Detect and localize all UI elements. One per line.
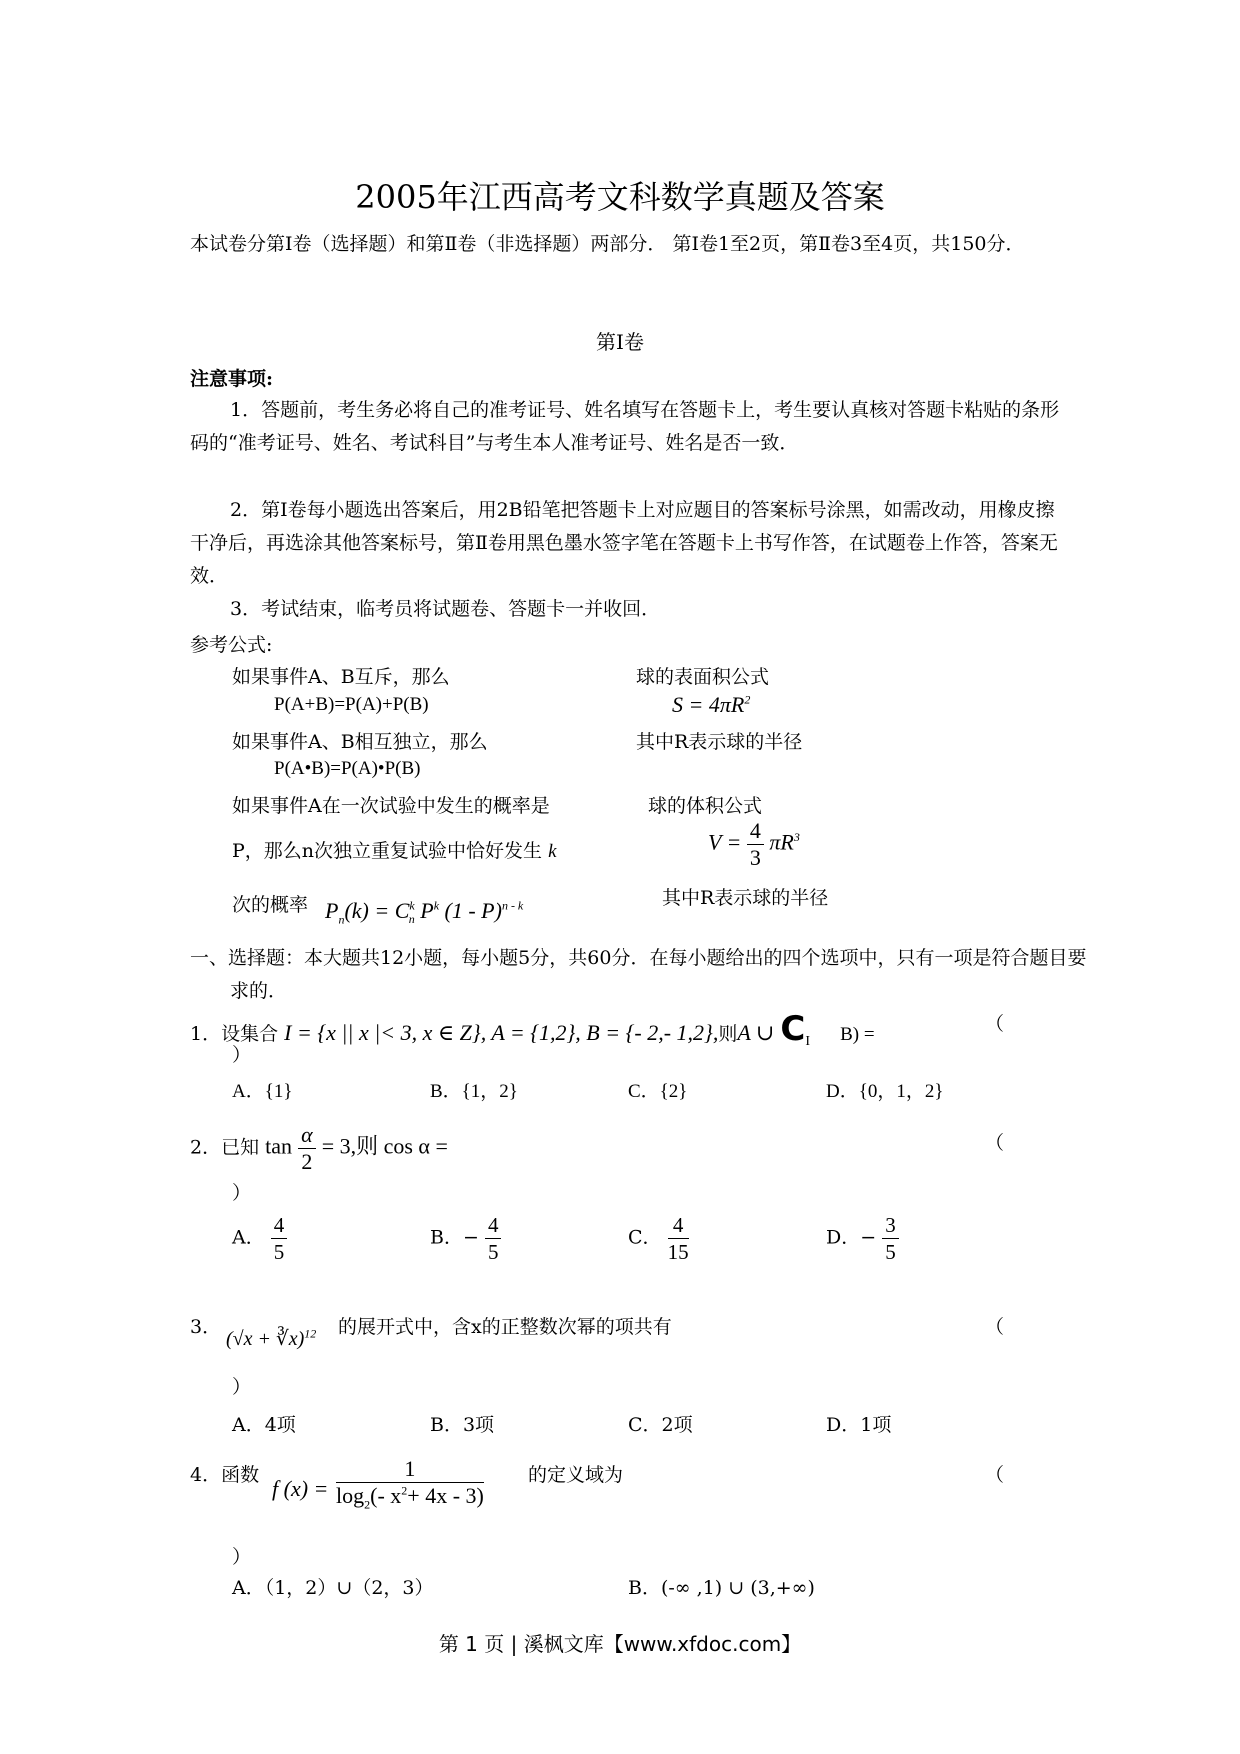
page-title: 2005年江西高考文科数学真题及答案	[355, 178, 885, 216]
formula-left-5: 如果事件A在一次试验中发生的概率是	[232, 795, 550, 817]
question-3-expr: (√x + ∛x)$^{12}$	[226, 1326, 317, 1350]
question-4-text: 的定义域为	[528, 1464, 624, 1486]
formula-right-4: 球的体积公式	[648, 795, 763, 817]
formula-left-2: P(A+B)=P(A)+P(B)	[274, 694, 429, 715]
question-4-fraction: $\frac{1}{\log_2(- x^2+ 4x - 3)}$	[336, 1456, 484, 1512]
question-2: 2．已知 tan $\frac{\alpha}{2}$ = 3,则 cos α =	[190, 1122, 448, 1174]
q1-option-b[interactable]: B．{1，2}	[430, 1081, 518, 1102]
formula-left-7-text: 次的概率	[232, 894, 309, 916]
notice-item-2: 2．第Ⅰ卷每小题选出答案后，用2B铅笔把答题卡上对应题目的答案标号涂黑，如需改动，用橡皮擦干净后，再选涂其他答案标号，第Ⅱ卷用黑色墨水签字笔在答题卡上书写作答，在试题卷上作答，答案无效．	[190, 499, 1058, 587]
complement-symbol: C	[780, 1009, 806, 1049]
formula-left-6	[232, 836, 557, 863]
notice-heading: 注意事项:	[190, 368, 274, 390]
formula-k: k	[548, 841, 557, 862]
q1-paren-close: ）	[232, 1044, 252, 1066]
binomial-formula: $P_n(k) = C^k_n$ $P^k$ (1 - P)$^{n - k}$	[325, 898, 524, 927]
question-3-text: 的展开式中，含x的正整数次幂的项共有	[338, 1316, 672, 1338]
q1-option-c[interactable]: C．{2}	[628, 1081, 688, 1102]
formula-left-7	[232, 890, 308, 917]
section-heading: 一、选择题：本大题共12小题，每小题5分，共60分．在每小题给出的四个选项中，只有一项是符合题目要求的．	[190, 947, 1087, 1002]
formula-right-5: 其中R表示球的半径	[662, 887, 829, 909]
formula-left-1: 如果事件A、B互斥，那么	[232, 666, 450, 688]
notice-item-1: 1．答题前，考生务必将自己的准考证号、姓名填写在答题卡上，考生要认真核对答题卡粘贴的条形码的“准考证号、姓名、考试科目”与考生本人准考证号、姓名是否一致．	[190, 399, 1060, 454]
q2-option-d[interactable]: D．− $\frac{3}{5}$	[826, 1212, 899, 1265]
q3-option-d[interactable]: D．1项	[826, 1414, 892, 1436]
q3-option-c[interactable]: C．2项	[628, 1414, 693, 1436]
formula-left-6-text: P，那么n次独立重复试验中恰好发生	[232, 840, 543, 862]
volume-label: 第Ⅰ卷	[596, 330, 644, 354]
formula-right-2: $S = 4\pi R^2$	[672, 692, 751, 717]
question-4-lhs: f (x) =	[272, 1476, 329, 1501]
q4-paren-open: （	[985, 1464, 1005, 1486]
q2-option-a[interactable]: A． $\frac{4}{5}$	[232, 1212, 287, 1265]
q3-option-b[interactable]: B．3项	[430, 1414, 495, 1436]
page-footer: 第 1 页 | 溪枫文库【www.xfdoc.com】	[438, 1632, 802, 1656]
q4-option-a[interactable]: A．（1，2）∪（2，3）	[232, 1577, 434, 1599]
q2-option-c[interactable]: C． $\frac{4}{15}$	[628, 1213, 689, 1264]
q2-paren-open: （	[985, 1132, 1005, 1154]
q4-option-b: B．(-∞ ,1) ∪ (3,+∞)	[628, 1577, 815, 1599]
volume-formula: V = $\frac{4}{3}$ $\pi R^3$	[708, 818, 800, 870]
q2-option-b[interactable]: B．− $\frac{4}{5}$	[430, 1212, 501, 1265]
q2-paren-close: ）	[232, 1182, 252, 1204]
q4-paren-close: ）	[232, 1546, 252, 1568]
notice-item-3: 3．考试结束，临考员将试题卷、答题卡一并收回．	[230, 598, 661, 620]
formula-left-4: P(A•B)=P(A)•P(B)	[274, 758, 421, 779]
question-3-num: 3．	[190, 1316, 222, 1338]
formula-left-3: 如果事件A、B相互独立，那么	[232, 731, 488, 753]
intro-paragraph: 本试卷分第Ⅰ卷（选择题）和第Ⅱ卷（非选择题）两部分． 第Ⅰ卷1至2页，第Ⅱ卷3至4页，共150分．	[190, 233, 1025, 255]
q3-paren-close: ）	[232, 1376, 252, 1398]
q1-option-d[interactable]: D．{0，1，2}	[826, 1081, 944, 1102]
q3-option-a[interactable]: A．4项	[232, 1414, 296, 1436]
formulas-heading: 参考公式:	[190, 634, 273, 656]
q3-paren-open: （	[985, 1316, 1005, 1338]
formula-right-3: 其中R表示球的半径	[636, 731, 803, 753]
q1-option-a[interactable]: A．{1}	[232, 1081, 293, 1102]
q1-paren-open: （	[985, 1013, 1005, 1035]
formula-right-1: 球的表面积公式	[636, 666, 770, 688]
question-4-num: 4．函数	[190, 1464, 260, 1486]
question-1: 1．设集合 I = {x || x |< 3, x ∈ Z}, A = {1,2}, B = {- 2,- 1,2},则A ∪ $C_I$ B) =	[190, 1009, 875, 1049]
